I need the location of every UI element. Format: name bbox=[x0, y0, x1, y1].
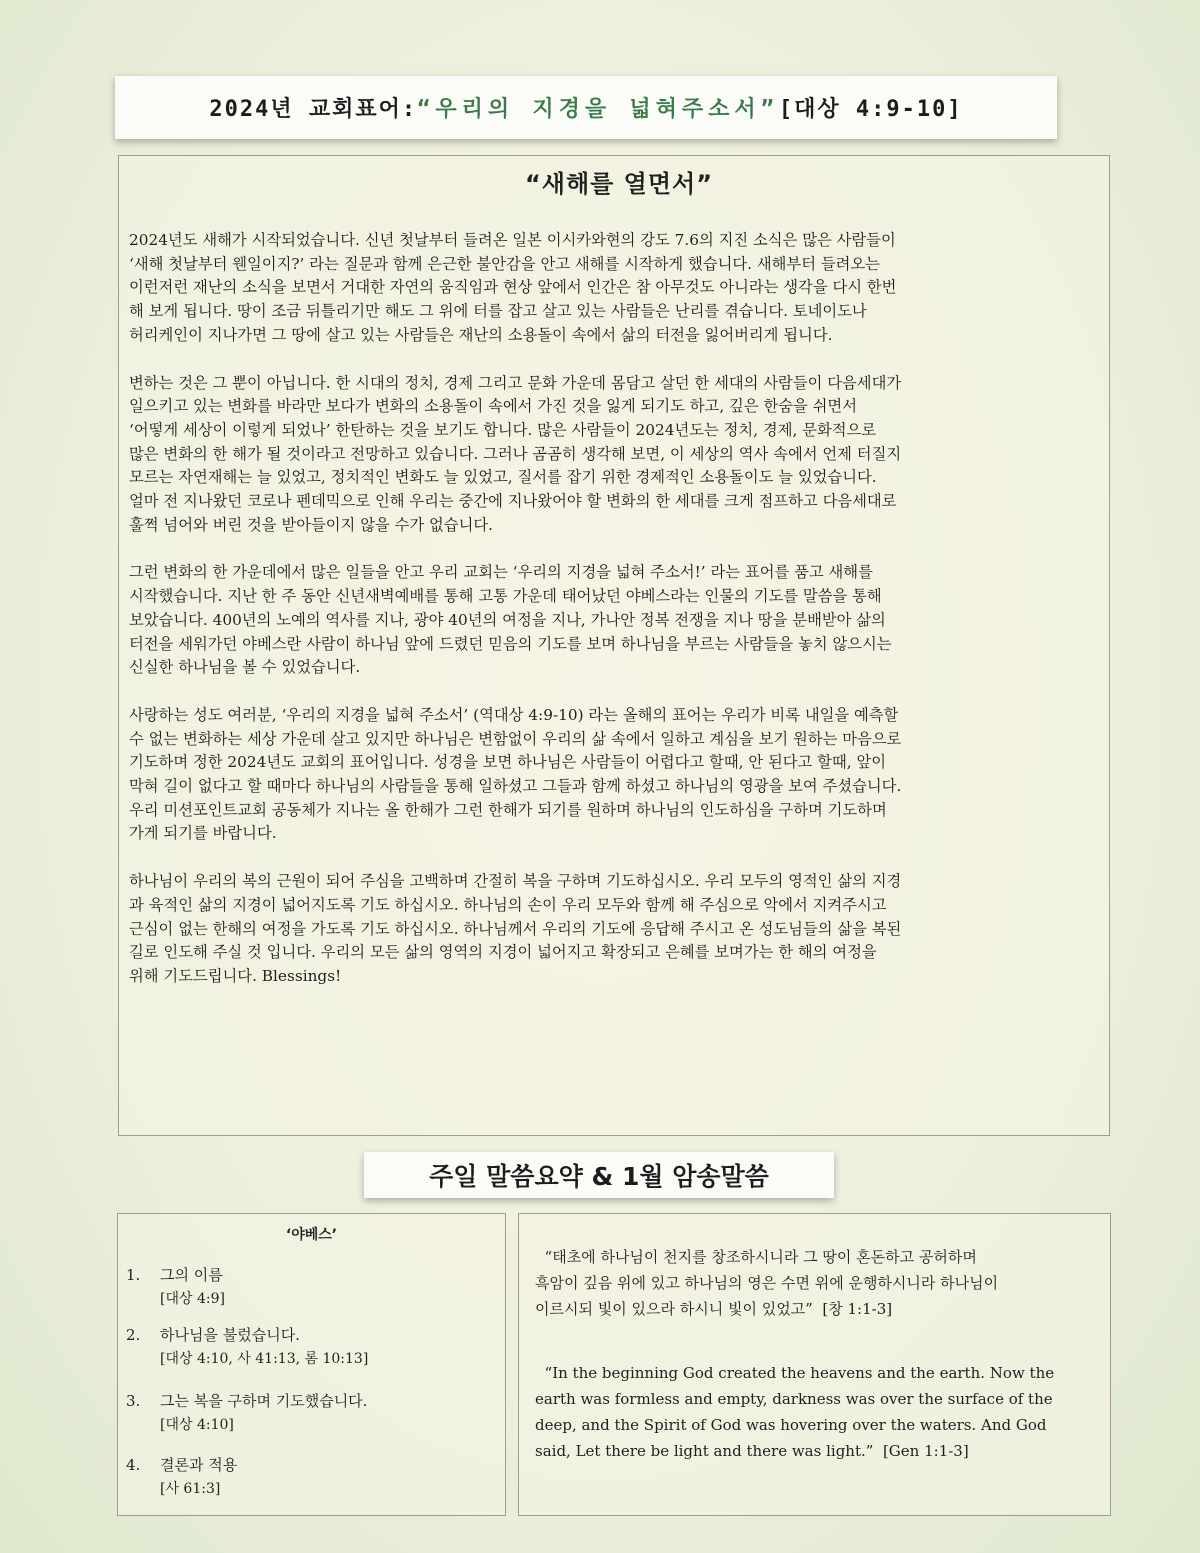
verse-line-korean: 흑암이 깊음 위에 있고 하나님의 영은 수면 위에 운행하시니라 하나님이 bbox=[535, 1274, 999, 1292]
letter-line: 터전을 세워가던 야베스란 사람이 하나님 앞에 드렸던 믿음의 기도를 보며 하나님을 부르는 사람들을 놓치 않으시는 bbox=[129, 634, 892, 653]
motto-text: “우리의 지경을 넓혀주소서” bbox=[417, 97, 779, 122]
letter-line: 이런저런 재난의 소식을 보면서 거대한 자연의 움직임과 현상 앞에서 인간은 참 아무것도 아니라는 생각을 다시 한번 bbox=[129, 278, 897, 297]
letter-line: 사랑하는 성도 여러분, ‘우리의 지경을 넓혀 주소서’ (역대상 4:9-10) 라는 올해의 표어는 우리가 비록 내일을 예측할 bbox=[129, 705, 899, 724]
letter-line: 신실한 하나님을 볼 수 있었습니다. bbox=[129, 658, 361, 677]
letter-line: 막혀 길이 없다고 할 때마다 하나님의 사람들을 통해 일하셨고 그들과 함께 하셨고 하나님의 영광을 보여 주셨습니다. bbox=[129, 777, 902, 796]
point-reference: [대상 4:10] bbox=[160, 1417, 234, 1433]
letter-line: 근심이 없는 한해의 여정을 가도록 기도 하십시오. 하나님께서 우리의 기도에 응답해 주시고 온 성도님들의 삶을 복된 bbox=[129, 919, 902, 938]
motto-prefix: 2024년 교회표어: bbox=[209, 97, 418, 122]
letter-line: 2024년도 새해가 시작되었습니다. 신년 첫날부터 들려온 일본 이시카와현의 강도 7.6의 지진 소식은 많은 사람들이 bbox=[129, 231, 896, 249]
verse-line-korean: “태초에 하나님이 천지를 창조하시니라 그 땅이 혼돈하고 공허하며 bbox=[535, 1248, 977, 1266]
verse-line-english: said, Let there be light and there was light.” [Gen 1:1-3] bbox=[535, 1442, 969, 1460]
letter-line: 하나님이 우리의 복의 근원이 되어 주심을 고백하며 간절히 복을 구하며 기도하십시오. 우리 모두의 영적인 삶의 지경 bbox=[129, 872, 902, 891]
point-text: 그의 이름 bbox=[160, 1266, 223, 1284]
letter-paragraph bbox=[129, 372, 1109, 538]
point-reference: [대상 4:10, 사 41:13, 롬 10:13] bbox=[160, 1351, 369, 1367]
letter-line: 보았습니다. 400년의 노예의 역사를 지나, 광야 40년의 여정을 지나, 가나안 정복 전쟁을 지나 땅을 분배받아 삶의 bbox=[129, 610, 886, 629]
letter-line: 해 보게 됩니다. 땅이 조금 뒤틀리기만 해도 그 위에 터를 잡고 살고 있는 사람들은 난리를 겪습니다. 토네이도나 bbox=[129, 302, 867, 321]
point-text: 그는 복을 구하며 기도했습니다. bbox=[160, 1392, 368, 1410]
memory-verse-english bbox=[535, 1360, 1110, 1464]
section-banner bbox=[364, 1152, 834, 1198]
letter-line: 가게 되기를 바랍니다. bbox=[129, 824, 277, 843]
point-number: 3. bbox=[126, 1392, 141, 1410]
letter-paragraph bbox=[129, 561, 1109, 680]
sermon-summary bbox=[117, 1213, 506, 1516]
letter-line: 기도하며 정한 2024년도 교회의 표어입니다. 성경을 보면 하나님은 사람들이 어렵다고 할때, 안 된다고 할때, 앞이 bbox=[129, 753, 886, 772]
letter-paragraph bbox=[129, 704, 1109, 846]
point-reference: [대상 4:9] bbox=[160, 1291, 225, 1307]
pastor-letter bbox=[118, 155, 1110, 1136]
memory-verse bbox=[518, 1213, 1111, 1516]
point-text: 하나님을 불렀습니다. bbox=[160, 1326, 300, 1344]
letter-paragraph bbox=[129, 229, 1109, 348]
letter-line: 그런 변화의 한 가운데에서 많은 일들을 안고 우리 교회는 ‘우리의 지경을 넓혀 주소서!’ 라는 표어를 품고 새해를 bbox=[129, 563, 873, 582]
letter-title: “새해를 열면서” bbox=[524, 170, 713, 198]
letter-line: 길로 인도해 주실 것 입니다. 우리의 모든 삶의 영역의 지경이 넓어지고 확장되고 은혜를 보며가는 한 해의 여정을 bbox=[129, 943, 877, 962]
verse-line-english: earth was formless and empty, darkness was over the surface of the bbox=[535, 1390, 1053, 1408]
section-title: 주일 말씀요약 & 1월 암송말씀 bbox=[429, 1162, 769, 1191]
verse-line-english: deep, and the Spirit of God was hovering over the waters. And God bbox=[535, 1416, 1047, 1434]
point-number: 2. bbox=[126, 1326, 141, 1344]
letter-line: ‘새해 첫날부터 웬일이지?’ 라는 질문과 함께 은근한 불안감을 안고 새해를 시작하게 했습니다. 새해부터 들려오는 bbox=[129, 254, 880, 273]
point-text: 결론과 적용 bbox=[160, 1456, 238, 1474]
letter-line: 과 육적인 삶의 지경이 넓어지도록 기도 하십시오. 하나님의 손이 우리 모두와 함께 해 주심으로 악에서 지켜주시고 bbox=[129, 895, 887, 914]
letter-line: 모르는 자연재해는 늘 있었고, 정치적인 변화도 늘 있었고, 질서를 잡기 위한 경제적인 소용돌이도 늘 있었습니다. bbox=[129, 468, 877, 487]
letter-line: 시작했습니다. 지난 한 주 동안 신년새벽예배를 통해 고통 가운데 태어났던 야베스라는 인물의 기도를 말씀을 통해 bbox=[129, 587, 882, 606]
letter-line: 우리 미션포인트교회 공동체가 지나는 올 한해가 그런 한해가 되기를 원하며 하나님의 인도하심을 구하며 기도하며 bbox=[129, 800, 887, 819]
letter-paragraph bbox=[129, 870, 1109, 989]
memory-verse-korean bbox=[535, 1244, 1110, 1322]
letter-line: 수 없는 변화하는 세상 가운데 살고 있지만 하나님은 변함없이 우리의 삶 속에서 일하고 계심을 보기 원하는 마음으로 bbox=[129, 729, 902, 748]
letter-line: 일으키고 있는 변화를 바라만 보다가 변화의 소용돌이 속에서 가진 것을 잃게 되기도 하고, 깊은 한숨을 쉬면서 bbox=[129, 397, 857, 416]
letter-line: 많은 변화의 한 해가 될 것이라고 전망하고 있습니다. 그러나 곰곰히 생각해 보면, 이 세상의 역사 속에서 언제 터질지 bbox=[129, 444, 902, 463]
sermon-title: ‘야베스’ bbox=[285, 1227, 338, 1243]
point-number: 4. bbox=[126, 1456, 141, 1474]
motto-reference: [대상 4:9-10] bbox=[778, 97, 963, 122]
letter-line: 얼마 전 지나왔던 코로나 펜데믹으로 인해 우리는 중간에 지나왔어야 할 변화의 한 세대를 크게 점프하고 다음세대로 bbox=[129, 492, 897, 511]
verse-line-korean: 이르시되 빛이 있으라 하시니 빛이 있었고” [창 1:1-3] bbox=[535, 1300, 893, 1318]
verse-line-english: “In the beginning God created the heavens and the earth. Now the bbox=[535, 1364, 1055, 1382]
letter-line: ‘어떻게 세상이 이렇게 되었나’ 한탄하는 것을 보기도 합니다. 많은 사람들이 2024년도는 정치, 경제, 문화적으로 bbox=[129, 420, 877, 439]
letter-line: 변하는 것은 그 뿐이 아닙니다. 한 시대의 정치, 경제 그리고 문화 가운데 몸담고 살던 한 세대의 사람들이 다음세대가 bbox=[129, 373, 902, 392]
motto-banner bbox=[115, 76, 1057, 139]
letter-line: 위해 기도드립니다. Blessings! bbox=[129, 966, 342, 985]
point-reference: [사 61:3] bbox=[160, 1481, 221, 1497]
letter-line: 허리케인이 지나가면 그 땅에 살고 있는 사람들은 재난의 소용돌이 속에서 삶의 터전을 잃어버리게 됩니다. bbox=[129, 325, 833, 344]
letter-body bbox=[129, 229, 1109, 989]
letter-line: 훌쩍 넘어와 버린 것을 받아들이지 않을 수가 없습니다. bbox=[129, 515, 493, 534]
point-number: 1. bbox=[126, 1266, 141, 1284]
